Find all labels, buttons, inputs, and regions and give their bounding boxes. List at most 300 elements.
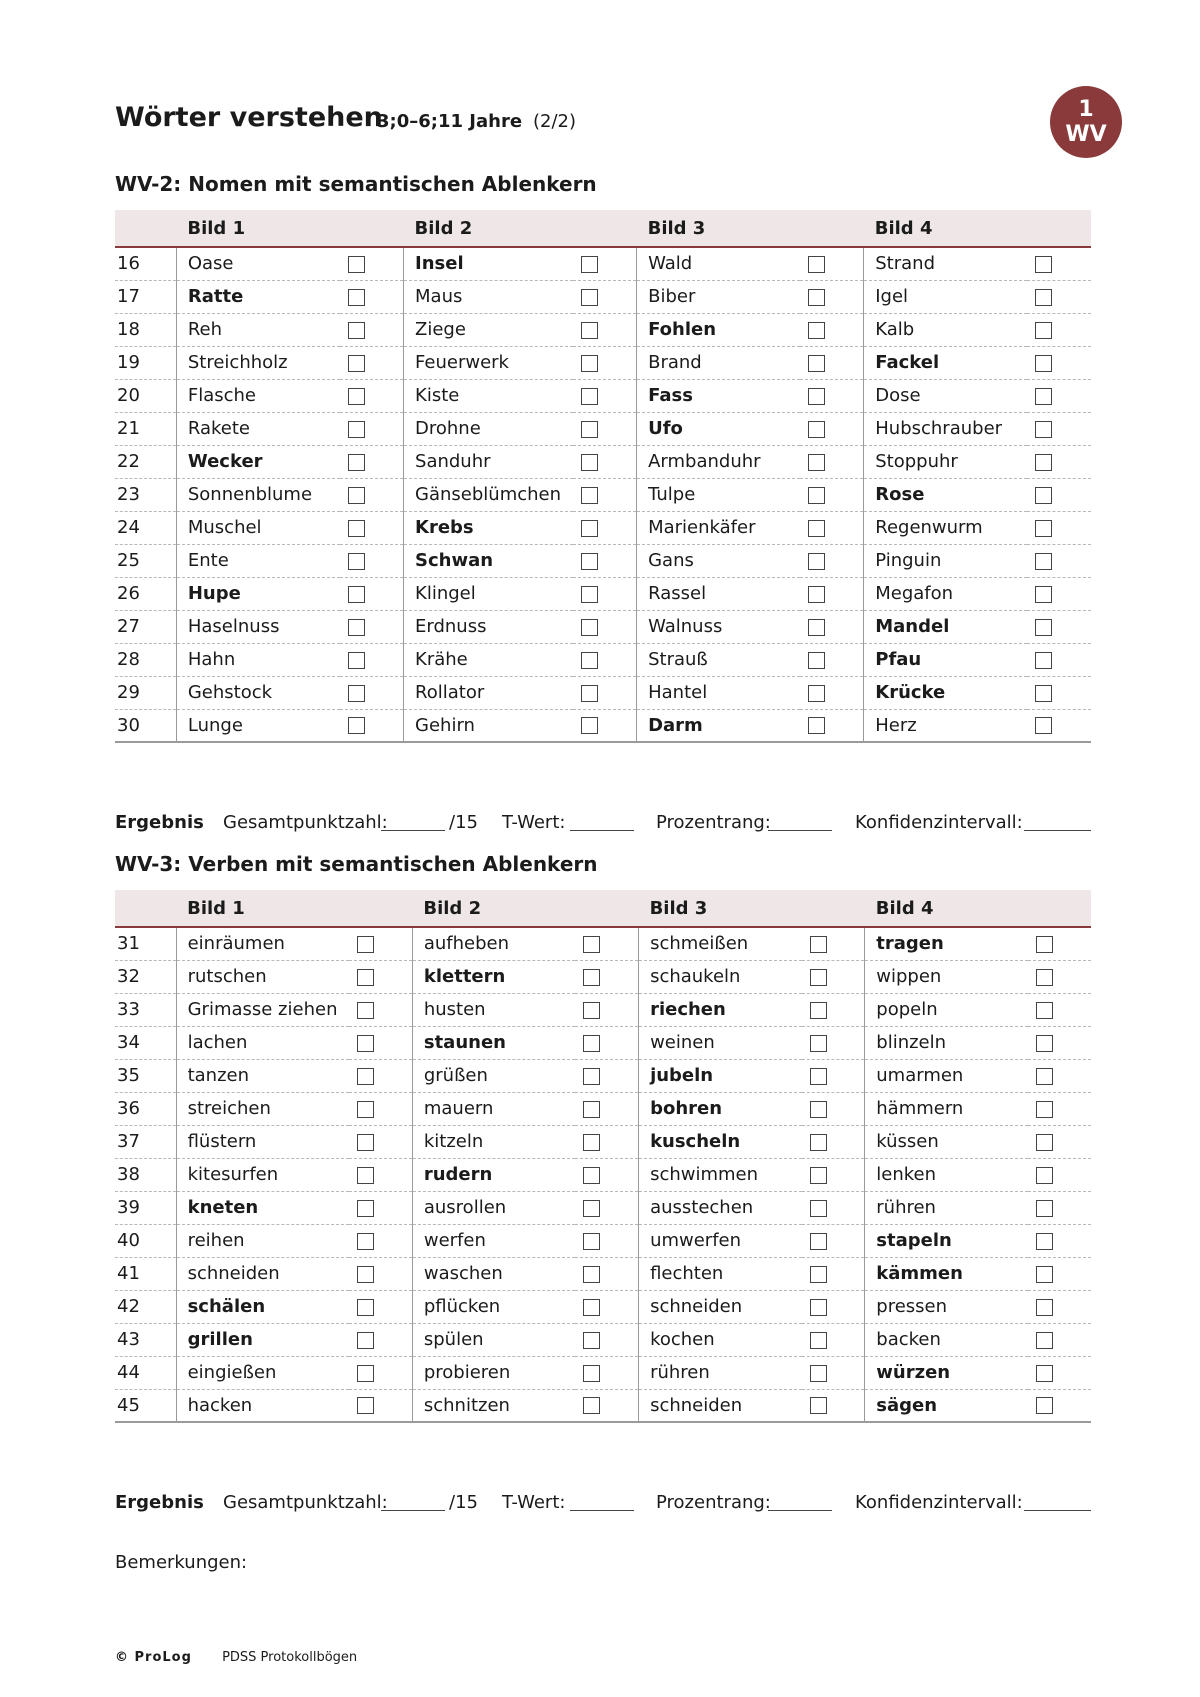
- target-word: Fohlen: [637, 313, 801, 346]
- table-row: [115, 1323, 1091, 1356]
- distractor-word: Megafon: [864, 577, 1028, 610]
- checkbox-cell: [573, 412, 637, 445]
- distractor-word: lenken: [865, 1158, 1028, 1191]
- checkbox-cell: [800, 709, 864, 742]
- answer-checkbox[interactable]: [1036, 1068, 1053, 1085]
- distractor-word: Krähe: [404, 643, 574, 676]
- answer-checkbox[interactable]: [810, 969, 827, 986]
- answer-checkbox[interactable]: [348, 421, 365, 438]
- total-score-max: /15: [449, 812, 478, 833]
- distractor-word: Strand: [864, 247, 1028, 280]
- distractor-word: Hantel: [637, 676, 801, 709]
- table-row: [115, 445, 1091, 478]
- target-word: Hupe: [176, 577, 340, 610]
- distractor-word: Strauß: [637, 643, 801, 676]
- answer-checkbox[interactable]: [583, 1397, 600, 1414]
- distractor-word: grüßen: [412, 1059, 575, 1092]
- target-word: Fass: [637, 379, 801, 412]
- table-row: [115, 927, 1091, 960]
- checkbox-cell: [349, 1191, 412, 1224]
- answer-checkbox[interactable]: [810, 1332, 827, 1349]
- checkbox-cell: [575, 1092, 638, 1125]
- checkbox-cell: [1028, 1092, 1091, 1125]
- answer-checkbox[interactable]: [1036, 1233, 1053, 1250]
- answer-checkbox[interactable]: [581, 355, 598, 372]
- answer-checkbox[interactable]: [357, 1002, 374, 1019]
- distractor-word: Sanduhr: [404, 445, 574, 478]
- checkbox-cell: [1028, 1026, 1091, 1059]
- distractor-word: Sonnenblume: [176, 478, 340, 511]
- table-row: [115, 709, 1091, 742]
- answer-checkbox[interactable]: [1035, 553, 1052, 570]
- checkbox-cell: [349, 1224, 412, 1257]
- checkbox-cell: [1027, 346, 1091, 379]
- checkbox-cell: [349, 1026, 412, 1059]
- answer-checkbox[interactable]: [357, 1200, 374, 1217]
- checkbox-cell: [573, 610, 637, 643]
- answer-checkbox[interactable]: [583, 1068, 600, 1085]
- checkbox-cell: [340, 709, 404, 742]
- answer-checkbox[interactable]: [357, 1068, 374, 1085]
- answer-checkbox[interactable]: [1035, 322, 1052, 339]
- checkbox-cell: [573, 379, 637, 412]
- answer-checkbox[interactable]: [1035, 388, 1052, 405]
- answer-checkbox[interactable]: [810, 936, 827, 953]
- answer-checkbox[interactable]: [581, 717, 598, 734]
- checkbox-cell: [800, 577, 864, 610]
- checkbox-cell: [575, 1323, 638, 1356]
- answer-checkbox[interactable]: [1036, 969, 1053, 986]
- checkbox-cell: [573, 445, 637, 478]
- distractor-word: Rollator: [404, 676, 574, 709]
- answer-checkbox[interactable]: [348, 652, 365, 669]
- distractor-word: Rassel: [637, 577, 801, 610]
- distractor-word: umwerfen: [639, 1224, 802, 1257]
- answer-checkbox[interactable]: [808, 421, 825, 438]
- answer-checkbox[interactable]: [348, 553, 365, 570]
- answer-checkbox[interactable]: [1036, 1035, 1053, 1052]
- answer-checkbox[interactable]: [357, 1101, 374, 1118]
- rank-label: Prozentrang:: [656, 1492, 771, 1513]
- item-number: 33: [115, 993, 176, 1026]
- distractor-word: kitesurfen: [176, 1158, 349, 1191]
- distractor-word: ausstechen: [639, 1191, 802, 1224]
- item-number: 24: [115, 511, 176, 544]
- answer-checkbox[interactable]: [583, 1101, 600, 1118]
- answer-checkbox[interactable]: [808, 454, 825, 471]
- answer-checkbox[interactable]: [810, 1266, 827, 1283]
- distractor-word: einräumen: [176, 927, 349, 960]
- answer-checkbox[interactable]: [357, 1134, 374, 1151]
- checkbox-cell: [1027, 478, 1091, 511]
- answer-checkbox[interactable]: [808, 553, 825, 570]
- answer-checkbox[interactable]: [808, 256, 825, 273]
- distractor-word: Ente: [176, 544, 340, 577]
- answer-checkbox[interactable]: [1036, 1266, 1053, 1283]
- checkbox-cell: [575, 927, 638, 960]
- answer-checkbox[interactable]: [348, 586, 365, 603]
- answer-checkbox[interactable]: [583, 969, 600, 986]
- distractor-word: aufheben: [412, 927, 575, 960]
- remarks-label: Bemerkungen:: [115, 1552, 248, 1573]
- answer-checkbox[interactable]: [808, 685, 825, 702]
- answer-checkbox[interactable]: [808, 322, 825, 339]
- checkbox-cell: [573, 643, 637, 676]
- target-word: Mandel: [864, 610, 1028, 643]
- answer-checkbox[interactable]: [357, 1233, 374, 1250]
- checkbox-cell: [573, 247, 637, 280]
- item-number: 20: [115, 379, 176, 412]
- answer-checkbox[interactable]: [810, 1035, 827, 1052]
- distractor-word: Hahn: [176, 643, 340, 676]
- answer-checkbox[interactable]: [583, 1002, 600, 1019]
- total-score-max: /15: [449, 1492, 478, 1513]
- distractor-word: Reh: [176, 313, 340, 346]
- checkbox-cell: [1027, 577, 1091, 610]
- target-word: klettern: [412, 960, 575, 993]
- checkbox-cell: [340, 280, 404, 313]
- answer-checkbox[interactable]: [581, 289, 598, 306]
- checkbox-cell: [800, 379, 864, 412]
- result-row-wv2: [115, 812, 1091, 840]
- answer-checkbox[interactable]: [810, 1299, 827, 1316]
- answer-checkbox[interactable]: [1036, 1365, 1053, 1382]
- answer-checkbox[interactable]: [348, 685, 365, 702]
- answer-checkbox[interactable]: [1036, 1101, 1053, 1118]
- answer-checkbox[interactable]: [348, 454, 365, 471]
- checkbox-cell: [802, 1191, 865, 1224]
- checkbox-cell: [575, 1257, 638, 1290]
- checkbox-cell: [800, 313, 864, 346]
- target-word: Schwan: [404, 544, 574, 577]
- checkbox-cell: [802, 1323, 865, 1356]
- item-number: 16: [115, 247, 176, 280]
- answer-checkbox[interactable]: [348, 717, 365, 734]
- answer-checkbox[interactable]: [1036, 1299, 1053, 1316]
- answer-checkbox[interactable]: [583, 1266, 600, 1283]
- distractor-word: flechten: [639, 1257, 802, 1290]
- result-label: Ergebnis: [115, 1492, 204, 1513]
- checkbox-cell: [349, 1290, 412, 1323]
- answer-checkbox[interactable]: [808, 586, 825, 603]
- answer-checkbox[interactable]: [810, 1397, 827, 1414]
- answer-checkbox[interactable]: [810, 1134, 827, 1151]
- answer-checkbox[interactable]: [583, 1233, 600, 1250]
- table-row: [115, 577, 1091, 610]
- answer-checkbox[interactable]: [357, 1167, 374, 1184]
- distractor-word: schneiden: [176, 1257, 349, 1290]
- table-row: [115, 379, 1091, 412]
- checkbox-cell: [573, 511, 637, 544]
- checkbox-cell: [802, 1158, 865, 1191]
- checkbox-cell: [1028, 1059, 1091, 1092]
- checkbox-cell: [802, 1092, 865, 1125]
- checkbox-cell: [340, 511, 404, 544]
- distractor-word: wippen: [865, 960, 1028, 993]
- answer-checkbox[interactable]: [810, 1068, 827, 1085]
- distractor-word: pflücken: [412, 1290, 575, 1323]
- answer-checkbox[interactable]: [810, 1365, 827, 1382]
- header-bild-1: Bild 1: [176, 210, 403, 247]
- answer-checkbox[interactable]: [583, 1365, 600, 1382]
- checkbox-cell: [1027, 610, 1091, 643]
- checkbox-cell: [1027, 280, 1091, 313]
- checkbox-cell: [1028, 1356, 1091, 1389]
- distractor-word: hämmern: [865, 1092, 1028, 1125]
- answer-checkbox[interactable]: [348, 487, 365, 504]
- answer-checkbox[interactable]: [808, 388, 825, 405]
- answer-checkbox[interactable]: [810, 1200, 827, 1217]
- answer-checkbox[interactable]: [810, 1233, 827, 1250]
- answer-checkbox[interactable]: [1036, 1397, 1053, 1414]
- page-header: [115, 100, 1115, 160]
- checkbox-cell: [800, 247, 864, 280]
- checkbox-cell: [1027, 511, 1091, 544]
- answer-checkbox[interactable]: [808, 520, 825, 537]
- table-row: [115, 313, 1091, 346]
- answer-checkbox[interactable]: [810, 1167, 827, 1184]
- answer-checkbox[interactable]: [1035, 454, 1052, 471]
- answer-checkbox[interactable]: [1035, 256, 1052, 273]
- distractor-word: kochen: [639, 1323, 802, 1356]
- answer-checkbox[interactable]: [1035, 619, 1052, 636]
- checkbox-cell: [1028, 1158, 1091, 1191]
- checkbox-cell: [1028, 1125, 1091, 1158]
- checkbox-cell: [340, 247, 404, 280]
- answer-checkbox[interactable]: [348, 619, 365, 636]
- checkbox-cell: [802, 960, 865, 993]
- answer-checkbox[interactable]: [1036, 936, 1053, 953]
- target-word: jubeln: [639, 1059, 802, 1092]
- header-bild-3: Bild 3: [637, 210, 864, 247]
- answer-checkbox[interactable]: [583, 1134, 600, 1151]
- target-word: bohren: [639, 1092, 802, 1125]
- table-row: [115, 1224, 1091, 1257]
- target-word: Rose: [864, 478, 1028, 511]
- checkbox-cell: [802, 1224, 865, 1257]
- answer-checkbox[interactable]: [1035, 355, 1052, 372]
- item-number: 40: [115, 1224, 176, 1257]
- answer-checkbox[interactable]: [581, 487, 598, 504]
- answer-checkbox[interactable]: [1036, 1134, 1053, 1151]
- checkbox-cell: [340, 412, 404, 445]
- answer-checkbox[interactable]: [1035, 487, 1052, 504]
- checkbox-cell: [800, 478, 864, 511]
- answer-checkbox[interactable]: [583, 1035, 600, 1052]
- answer-checkbox[interactable]: [1036, 1332, 1053, 1349]
- answer-checkbox[interactable]: [1036, 1167, 1053, 1184]
- checkbox-cell: [575, 960, 638, 993]
- checkbox-cell: [1028, 1323, 1091, 1356]
- checkbox-cell: [575, 1224, 638, 1257]
- distractor-word: Flasche: [176, 379, 340, 412]
- answer-checkbox[interactable]: [583, 1200, 600, 1217]
- answer-checkbox[interactable]: [1035, 289, 1052, 306]
- target-word: Ufo: [637, 412, 801, 445]
- answer-checkbox[interactable]: [357, 1035, 374, 1052]
- table-row: [115, 1059, 1091, 1092]
- answer-checkbox[interactable]: [1036, 1200, 1053, 1217]
- distractor-word: Streichholz: [176, 346, 340, 379]
- answer-checkbox[interactable]: [583, 936, 600, 953]
- checkbox-cell: [340, 313, 404, 346]
- distractor-word: Kalb: [864, 313, 1028, 346]
- distractor-word: rühren: [865, 1191, 1028, 1224]
- table-row: [115, 960, 1091, 993]
- answer-checkbox[interactable]: [1035, 652, 1052, 669]
- distractor-word: Dose: [864, 379, 1028, 412]
- target-word: staunen: [412, 1026, 575, 1059]
- result-label: Ergebnis: [115, 812, 204, 833]
- item-number: 30: [115, 709, 176, 742]
- checkbox-cell: [1028, 1389, 1091, 1422]
- distractor-word: Herz: [864, 709, 1028, 742]
- item-number: 36: [115, 1092, 176, 1125]
- checkbox-cell: [1028, 1224, 1091, 1257]
- distractor-word: rühren: [639, 1356, 802, 1389]
- answer-checkbox[interactable]: [581, 322, 598, 339]
- answer-checkbox[interactable]: [348, 322, 365, 339]
- answer-checkbox[interactable]: [808, 717, 825, 734]
- distractor-word: Erdnuss: [404, 610, 574, 643]
- answer-checkbox[interactable]: [581, 388, 598, 405]
- target-word: Krebs: [404, 511, 574, 544]
- checkbox-cell: [340, 643, 404, 676]
- answer-checkbox[interactable]: [357, 969, 374, 986]
- section-wv2: [115, 172, 1091, 743]
- checkbox-cell: [1028, 1191, 1091, 1224]
- page-footer: [115, 1650, 357, 1665]
- checkbox-cell: [1028, 927, 1091, 960]
- item-number: 43: [115, 1323, 176, 1356]
- answer-checkbox[interactable]: [810, 1101, 827, 1118]
- checkbox-cell: [575, 1026, 638, 1059]
- answer-checkbox[interactable]: [348, 289, 365, 306]
- answer-checkbox[interactable]: [581, 520, 598, 537]
- distractor-word: probieren: [412, 1356, 575, 1389]
- answer-checkbox[interactable]: [808, 619, 825, 636]
- result-row-wv3: [115, 1492, 1091, 1520]
- answer-checkbox[interactable]: [810, 1002, 827, 1019]
- answer-checkbox[interactable]: [581, 421, 598, 438]
- answer-checkbox[interactable]: [808, 487, 825, 504]
- answer-checkbox[interactable]: [1035, 717, 1052, 734]
- target-word: sägen: [865, 1389, 1028, 1422]
- target-word: Wecker: [176, 445, 340, 478]
- distractor-word: schneiden: [639, 1389, 802, 1422]
- age-range: 3;0–6;11 Jahre: [377, 111, 523, 132]
- answer-checkbox[interactable]: [581, 586, 598, 603]
- answer-checkbox[interactable]: [348, 520, 365, 537]
- item-number: 32: [115, 960, 176, 993]
- ci-label: Konfidenzintervall:: [855, 812, 1023, 833]
- distractor-word: Ziege: [404, 313, 574, 346]
- distractor-word: schneiden: [639, 1290, 802, 1323]
- answer-checkbox[interactable]: [357, 936, 374, 953]
- header-number: [115, 210, 176, 247]
- answer-checkbox[interactable]: [808, 652, 825, 669]
- answer-checkbox[interactable]: [581, 553, 598, 570]
- checkbox-cell: [575, 993, 638, 1026]
- answer-checkbox[interactable]: [583, 1332, 600, 1349]
- section-badge: [1050, 86, 1122, 158]
- table-row: [115, 1389, 1091, 1422]
- distractor-word: schmeißen: [639, 927, 802, 960]
- item-number: 18: [115, 313, 176, 346]
- target-word: kämmen: [865, 1257, 1028, 1290]
- distractor-word: umarmen: [865, 1059, 1028, 1092]
- checkbox-cell: [349, 960, 412, 993]
- item-number: 42: [115, 1290, 176, 1323]
- answer-checkbox[interactable]: [1036, 1002, 1053, 1019]
- item-number: 31: [115, 927, 176, 960]
- checkbox-cell: [800, 346, 864, 379]
- checkbox-cell: [800, 610, 864, 643]
- target-word: Krücke: [864, 676, 1028, 709]
- answer-checkbox[interactable]: [581, 256, 598, 273]
- table-header-row: [115, 210, 1091, 247]
- distractor-word: rutschen: [176, 960, 349, 993]
- distractor-word: Tulpe: [637, 478, 801, 511]
- checkbox-cell: [575, 1059, 638, 1092]
- total-score-label: Gesamtpunktzahl:: [223, 812, 388, 833]
- answer-checkbox[interactable]: [1035, 520, 1052, 537]
- answer-checkbox[interactable]: [348, 355, 365, 372]
- answer-checkbox[interactable]: [581, 652, 598, 669]
- target-word: Ratte: [176, 280, 340, 313]
- table-row: [115, 1257, 1091, 1290]
- item-number: 38: [115, 1158, 176, 1191]
- distractor-word: Muschel: [176, 511, 340, 544]
- distractor-word: Kiste: [404, 379, 574, 412]
- answer-checkbox[interactable]: [348, 256, 365, 273]
- header-number: [115, 890, 176, 927]
- distractor-word: eingießen: [176, 1356, 349, 1389]
- checkbox-cell: [349, 1257, 412, 1290]
- distractor-word: Armbanduhr: [637, 445, 801, 478]
- answer-checkbox[interactable]: [357, 1299, 374, 1316]
- target-word: Insel: [404, 247, 574, 280]
- answer-checkbox[interactable]: [583, 1299, 600, 1316]
- section-title: WV-2: Nomen mit semantischen Ablenkern: [115, 172, 597, 196]
- answer-checkbox[interactable]: [581, 454, 598, 471]
- table-header-row: [115, 890, 1091, 927]
- answer-checkbox[interactable]: [357, 1397, 374, 1414]
- answer-checkbox[interactable]: [583, 1167, 600, 1184]
- table-row: [115, 280, 1091, 313]
- checkbox-cell: [1028, 960, 1091, 993]
- answer-checkbox[interactable]: [348, 388, 365, 405]
- answer-checkbox[interactable]: [357, 1365, 374, 1382]
- checkbox-cell: [349, 1356, 412, 1389]
- table-row: [115, 610, 1091, 643]
- answer-checkbox[interactable]: [1035, 586, 1052, 603]
- answer-checkbox[interactable]: [357, 1332, 374, 1349]
- answer-checkbox[interactable]: [1035, 685, 1052, 702]
- answer-checkbox[interactable]: [357, 1266, 374, 1283]
- checkbox-cell: [573, 478, 637, 511]
- checkbox-cell: [802, 1125, 865, 1158]
- answer-checkbox[interactable]: [581, 619, 598, 636]
- distractor-word: Gans: [637, 544, 801, 577]
- answer-checkbox[interactable]: [581, 685, 598, 702]
- answer-checkbox[interactable]: [808, 355, 825, 372]
- checkbox-cell: [1027, 412, 1091, 445]
- answer-checkbox[interactable]: [1035, 421, 1052, 438]
- checkbox-cell: [1027, 379, 1091, 412]
- answer-checkbox[interactable]: [808, 289, 825, 306]
- header-bild-1: Bild 1: [176, 890, 412, 927]
